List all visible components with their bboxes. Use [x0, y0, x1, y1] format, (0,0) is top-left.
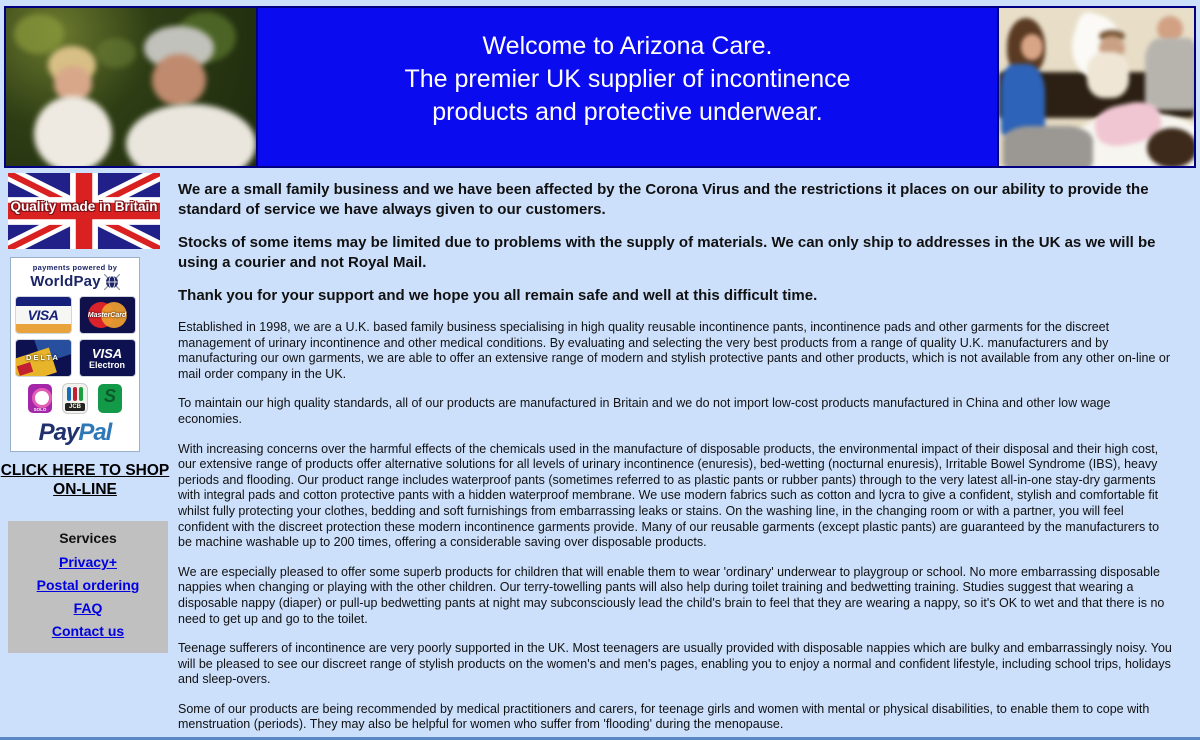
covid-notice-paragraph-1: We are a small family business and we have been affected by the Corona Virus and the restrictions it places on our ability to provide the standard of service we have always given to our customers. [178, 181, 1149, 218]
payments-powered-by-label: payments powered by [32, 263, 118, 272]
about-paragraph-children: We are especially pleased to offer some superb products for children that will enable them to wear 'ordinary' underwear to playgroup or school. No more embarrassing disposable nappies when changing or playing with the other children. Our terry-towelling pants will also help during toilet training and bedwetting training. Studies suggest that wearing a disposable nappy (diaper) or pull-up bedwetting pants at night may subconsciously lead the child's brain to feel that they are wearing a nappy, so it's OK to wet and that there is no need to get up and go to the toilet. [178, 564, 1165, 626]
sidebar-link-faq[interactable]: FAQ [73, 600, 103, 616]
sidebar [0, 168, 172, 733]
jcb-card-logo: JCB [63, 384, 87, 413]
about-paragraph-quality: To maintain our high quality standards, all of our products are manufactured in Britain and we do not import low-cost products manufactured in China and other low wage economies. [178, 396, 1111, 426]
shop-online-link[interactable]: CLICK HERE TO SHOP ON-LINE [0, 462, 170, 498]
sidebar-link-postal-ordering[interactable]: Postal ordering [36, 577, 140, 593]
sidebar-link-privacy[interactable]: Privacy+ [59, 554, 117, 570]
man-face [152, 54, 206, 106]
quality-made-in-britain-label: Quality made in Britain [10, 199, 158, 214]
girl-hair [1147, 128, 1194, 166]
foliage-highlight [96, 38, 136, 68]
visa-card-logo: VISA [16, 297, 71, 333]
page-header [4, 6, 1196, 168]
worldpay-logo: WorldPay [30, 273, 101, 290]
union-jack-flag [8, 173, 160, 249]
about-paragraph-established: Established in 1998, we are a U.K. based family business specialising in high quality reusable incontinence pants, incontinence pads and other garments for the discreet management of urinary incontinence and other medical conditions. By evaluating and selecting the very best products from a range of quality U.K. manufacturers and by manufacturing our own garments, we are able to offer an extensive range of modern and stylish protective pants and other products, which is not available from any other on-line or mail order company in the UK. [178, 320, 1170, 381]
family-pillow-fight-photo [999, 8, 1194, 166]
foliage-highlight [14, 14, 64, 54]
main-content [172, 168, 1200, 733]
banner-line-1: Welcome to Arizona Care. [482, 31, 773, 60]
about-paragraph-teenagers: Teenage sufferers of incontinence are very poorly supported in the UK. Most teenagers are usually provided with disposable nappies which are bulky and embarrassingly noisy. You will be pleased to see our discreet range of stylish products on the women's and men's pages, enabling you to enjoy a normal and confident lifestyle, including school trips, holidays and sleep-overs. [178, 641, 1172, 687]
banner-line-3: products and protective underwear. [432, 97, 823, 126]
visa-electron-logo: VISA Electron [80, 340, 135, 376]
sidebar-link-contact-us[interactable]: Contact us [51, 623, 125, 639]
worldpay-payments-box [10, 257, 140, 452]
delta-card-logo: DELTA [16, 340, 71, 376]
solo-card-logo: SOLO [28, 384, 52, 413]
paypal-logo: PayPal [38, 419, 112, 446]
switch-card-logo: S [98, 384, 122, 413]
child-body [34, 96, 112, 166]
worldpay-globe-icon [104, 274, 120, 290]
about-paragraph-medical: Some of our products are being recommended by medical practitioners and carers, for teenage girls and women with mental or physical disabilities, to enable them to cope with menstruation (periods). They may also be helpful for women who suffer from 'flooding' during the menopause. [178, 701, 1150, 732]
father-tshirt [1145, 38, 1194, 110]
boy-body [1087, 52, 1129, 98]
services-box [8, 521, 168, 653]
welcome-banner [256, 8, 999, 166]
woman-face [1021, 34, 1043, 60]
banner-line-2: The premier UK supplier of incontinence [404, 64, 851, 93]
woman-pants [1003, 126, 1093, 166]
man-shirt [126, 104, 256, 166]
covid-notice-paragraph-3: Thank you for your support and we hope you all remain safe and well at this difficult time. [178, 287, 818, 304]
about-paragraph-products: With increasing concerns over the harmful effects of the chemicals used in the manufacture of disposable products, the environmental impact of their disposal and their high cost, our extensive range of products offer alternative solutions for all levels of urinary incontinence (enuresis), bed-wetting (nocturnal enuresis), Irritable Bowel Syndrome (IBS), heavy periods and flooding. Our product range includes waterproof pants (sometimes referred to as plastic pants or rubber pants) through to the very latest all-in-one stay-dry garments with integral pads and cotton protective pants with a hidden waterproof membrane. We use modern fabrics such as cotton and lycra to give a confident, stylish and comfortable fit whilst fully protecting your clothes, bedding and soft furnishings from embarrassing leaks or stains. On the washing line, in the changing room or with a partner, you will feel confident with the discreet protection these modern incontinence garments provide. Many of our reusable garments (except plastic pants) are guaranteed by the manufacturers to be machine washable up to 200 times, offering a considerable saving over disposable products. [178, 441, 1160, 550]
grandfather-child-photo [6, 8, 256, 166]
services-heading: Services [59, 530, 117, 546]
mastercard-logo: MasterCard [80, 297, 135, 333]
covid-notice-paragraph-2: Stocks of some items may be limited due to problems with the supply of materials. We can only ship to addresses in the UK as we will be using a courier and not Royal Mail. [178, 234, 1156, 271]
